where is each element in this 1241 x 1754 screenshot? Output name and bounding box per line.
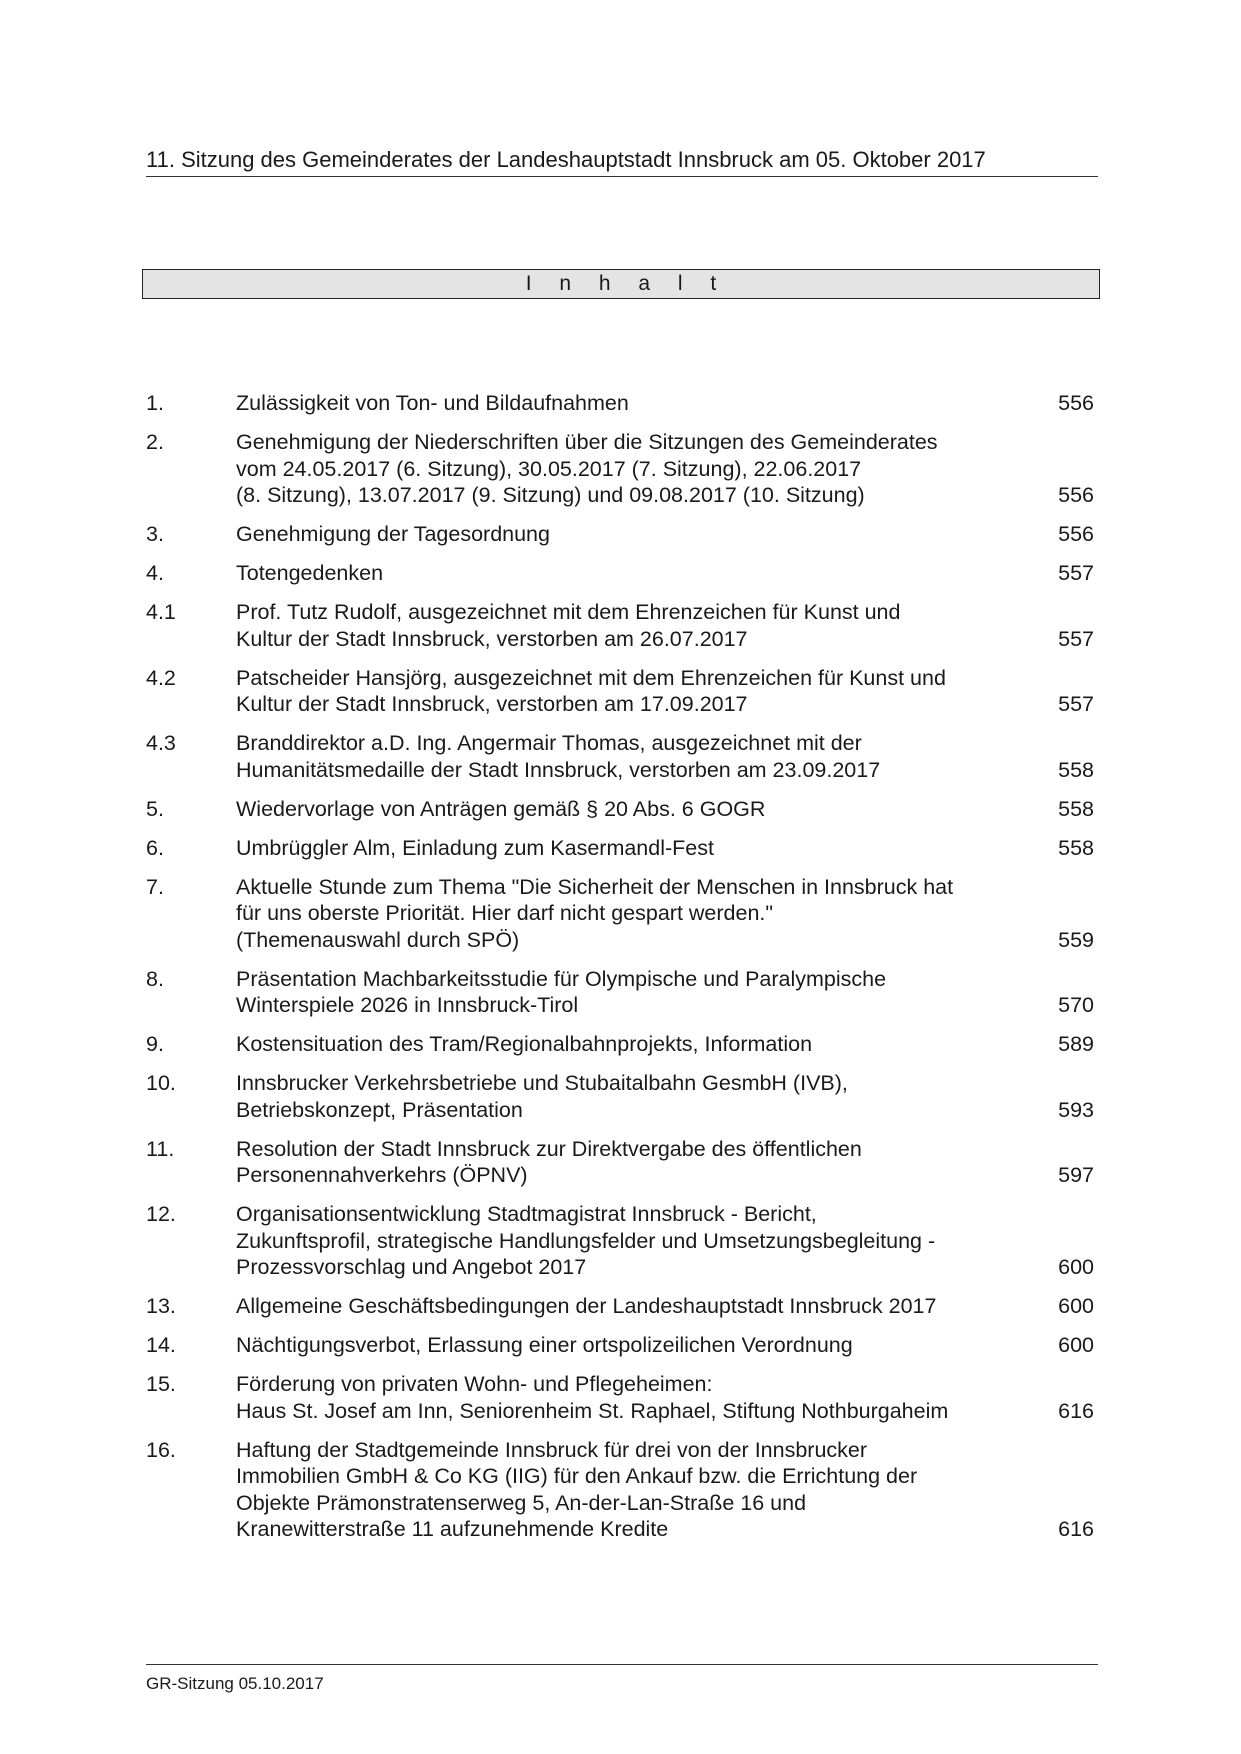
toc-entry-title: Prof. Tutz Rudolf, ausgezeichnet mit dem Ehrenzeichen für Kunst und Kultur der Stadt Innsbruck, verstorben am 26.07.2017 — [236, 600, 901, 651]
toc-entry-page: 600 — [1058, 1255, 1094, 1279]
toc-entry-number: 15. — [146, 1372, 176, 1396]
toc-entry-page: 559 — [1058, 927, 1094, 952]
toc-entry-number: 13. — [146, 1294, 176, 1318]
toc-entry-number: 14. — [146, 1333, 176, 1357]
toc-entry-title: Umbrüggler Alm, Einladung zum Kasermandl-Fest — [236, 835, 714, 860]
toc-entry — [146, 874, 1098, 954]
toc-entry-number: 4. — [146, 561, 164, 585]
toc-entry — [146, 1371, 1098, 1424]
toc-entry — [146, 560, 1098, 587]
toc-entry — [146, 1437, 1098, 1543]
toc-entry-number: 16. — [146, 1437, 176, 1462]
toc-entry-title: Aktuelle Stunde zum Thema "Die Sicherheit der Menschen in Innsbruck hat für uns oberste Priorität. Hier darf nicht gespart werden." (Themenauswahl durch SPÖ) — [236, 874, 954, 952]
toc-entry-number: 6. — [146, 835, 164, 860]
toc-entry — [146, 521, 1098, 548]
toc-entry-page: 557 — [1058, 626, 1094, 651]
toc-entry-title: Wiedervorlage von Anträgen gemäß § 20 Abs. 6 GOGR — [236, 796, 766, 821]
toc-entry-page: 616 — [1058, 1398, 1094, 1423]
toc-entry-title: Präsentation Machbarkeitsstudie für Olympische und Paralympische Winterspiele 2026 in Innsbruck-Tirol — [236, 966, 887, 1017]
toc-entry-page: 557 — [1058, 692, 1094, 716]
toc-entry — [146, 390, 1098, 417]
toc-entry — [146, 1070, 1098, 1123]
toc-entry-page: 593 — [1058, 1097, 1094, 1122]
toc-entry-number: 5. — [146, 796, 164, 821]
toc-entry-page: 600 — [1058, 1333, 1094, 1357]
toc-entry-page: 558 — [1058, 757, 1094, 782]
page-footer: GR-Sitzung 05.10.2017 — [146, 1664, 1098, 1694]
toc-entry — [146, 835, 1098, 862]
toc-entry-title: Genehmigung der Niederschriften über die Sitzungen des Gemeinderates vom 24.05.2017 (6. Sitzung), 30.05.2017 (7. Sitzung), 22.06.2017 (8. Sitzung), 13.07.2017 (9. Sitzung) und 09.08.2017 (10. Sitzung) — [236, 430, 938, 507]
toc-entry-page: 589 — [1058, 1032, 1094, 1056]
toc-entry-number: 2. — [146, 430, 164, 454]
toc-entry-title: Kostensituation des Tram/Regionalbahnprojekts, Information — [236, 1032, 813, 1056]
toc-entry — [146, 665, 1098, 718]
toc-entry-number: 1. — [146, 391, 164, 415]
toc-entry-number: 9. — [146, 1032, 164, 1056]
toc-entry-title: Haftung der Stadtgemeinde Innsbruck für drei von der Innsbrucker Immobilien GmbH & Co KG (IIG) für den Ankauf bzw. die Errichtung der Objekte Prämonstratenserweg 5, An-der-Lan-Straße 16 und Kranewitterstraße 11 aufzunehmende Kredite — [236, 1437, 918, 1541]
toc-entry-title: Branddirektor a.D. Ing. Angermair Thomas, ausgezeichnet mit der Humanitätsmedaille der Stadt Innsbruck, verstorben am 23.09.2017 — [236, 731, 881, 782]
toc-entry-title: Nächtigungsverbot, Erlassung einer ortspolizeilichen Verordnung — [236, 1333, 853, 1357]
toc-entry — [146, 796, 1098, 823]
toc-entry — [146, 1293, 1098, 1320]
toc-entry-page: 570 — [1058, 993, 1094, 1017]
toc-entry-title: Innsbrucker Verkehrsbetriebe und Stubaitalbahn GesmbH (IVB), Betriebskonzept, Präsentation — [236, 1071, 848, 1122]
toc-entry — [146, 429, 1098, 509]
toc-entry-title: Allgemeine Geschäftsbedingungen der Landeshauptstadt Innsbruck 2017 — [236, 1294, 937, 1318]
toc-entry-title: Totengedenken — [236, 561, 384, 585]
toc-entry-page: 597 — [1058, 1163, 1094, 1187]
toc-entry — [146, 1136, 1098, 1189]
toc-entry-page: 556 — [1058, 522, 1094, 546]
toc-entry-number: 11. — [146, 1136, 175, 1161]
toc-entry-number: 4.2 — [146, 665, 176, 690]
toc-entry — [146, 966, 1098, 1019]
toc-entry-title: Genehmigung der Tagesordnung — [236, 522, 550, 546]
toc-entry-page: 558 — [1058, 835, 1094, 860]
toc-entry-number: 3. — [146, 522, 164, 546]
toc-entry-number: 12. — [146, 1202, 176, 1226]
toc-entry-page: 556 — [1058, 391, 1094, 415]
toc-entry-title: Zulässigkeit von Ton- und Bildaufnahmen — [236, 391, 629, 415]
toc-entry-title: Förderung von privaten Wohn- und Pflegeheimen: Haus St. Josef am Inn, Seniorenheim St. Raphael, Stiftung Nothburgaheim — [236, 1372, 949, 1423]
toc-entry-page: 616 — [1058, 1517, 1094, 1541]
toc-entry-page: 557 — [1058, 561, 1094, 585]
toc-entry-number: 8. — [146, 966, 164, 991]
toc-entry-page: 558 — [1058, 796, 1094, 821]
toc-entry — [146, 599, 1098, 652]
toc-entry-number: 7. — [146, 874, 164, 899]
toc-entry — [146, 1332, 1098, 1359]
contents-heading: I n h a l t — [142, 269, 1100, 299]
toc-entry-page: 600 — [1058, 1294, 1094, 1318]
toc-entry-title: Resolution der Stadt Innsbruck zur Direktvergabe des öffentlichen Personennahverkehrs (ÖPNV) — [236, 1136, 862, 1187]
toc-entry — [146, 730, 1098, 783]
toc-entry-title: Organisationsentwicklung Stadtmagistrat Innsbruck - Bericht, Zukunftsprofil, strategische Handlungsfelder und Umsetzungsbegleitung - Prozessvorschlag und Angebot 2017 — [236, 1202, 936, 1279]
toc-entry-number: 10. — [146, 1071, 176, 1095]
toc-entry — [146, 1201, 1098, 1281]
toc-entry-number: 4.3 — [146, 731, 176, 755]
toc-entry-title: Patscheider Hansjörg, ausgezeichnet mit dem Ehrenzeichen für Kunst und Kultur der Stadt Innsbruck, verstorben am 17.09.2017 — [236, 665, 946, 716]
page-header: 11. Sitzung des Gemeinderates der Landeshauptstadt Innsbruck am 05. Oktober 2017 — [146, 146, 1098, 177]
toc-entry — [146, 1031, 1098, 1058]
table-of-contents — [146, 390, 1098, 1555]
toc-entry-page: 556 — [1058, 483, 1094, 507]
toc-entry-number: 4.1 — [146, 600, 176, 624]
